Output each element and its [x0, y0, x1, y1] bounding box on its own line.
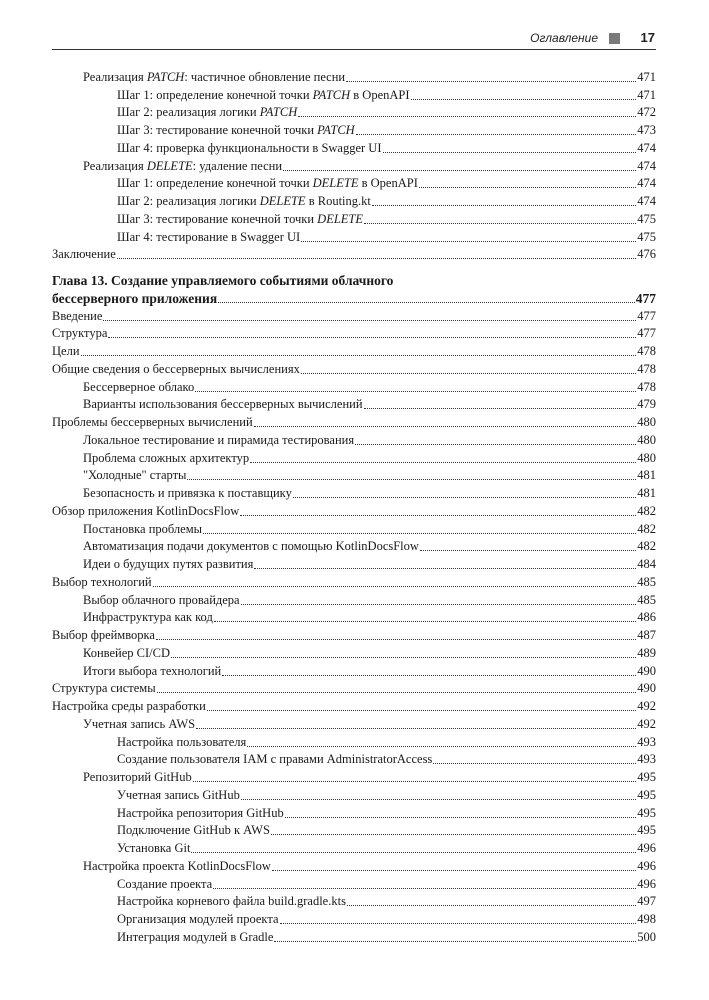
dot-leader	[193, 781, 637, 782]
toc-entry-title: Интеграция модулей в Gradle	[117, 929, 274, 944]
toc-entry-title: Бессерверное облако	[83, 379, 195, 394]
toc-entry-title: Установка Git	[117, 841, 191, 855]
toc-entry-title: Шаг 1: определение конечной точки DELETE в OpenAPI	[117, 176, 418, 191]
toc-entry	[52, 590, 656, 608]
toc-entry-title: Шаг 2: реализация логики DELETE в Routing.kt	[117, 194, 371, 208]
toc-entry-title: Обзор приложения KotlinDocsFlow	[52, 503, 240, 518]
toc-entry	[52, 359, 656, 377]
toc-entry	[52, 572, 656, 590]
toc-entry	[52, 661, 656, 679]
toc-entry	[52, 892, 656, 910]
toc-entry-page: 474	[637, 140, 656, 155]
toc-entry-title: Создание пользователя IAM с правами AdministratorAccess	[117, 752, 433, 767]
toc-entry	[52, 156, 656, 174]
toc-entry	[52, 103, 656, 121]
toc-entry-title: Варианты использования бессерверных вычислений	[83, 397, 363, 412]
dot-leader	[298, 116, 636, 117]
toc-entry-page: 472	[637, 105, 656, 120]
toc-entry-title: Реализация DELETE: удаление песни	[83, 158, 283, 173]
toc-entry-title: Выбор облачного провайдера	[83, 592, 240, 607]
toc-entry	[52, 209, 656, 227]
toc-entry-page: 475	[637, 229, 656, 244]
toc-entry	[52, 395, 656, 413]
toc-entry-page: 487	[637, 628, 656, 642]
dot-leader	[420, 550, 636, 551]
running-title: Оглавление	[530, 31, 598, 45]
toc-entry-page: 480	[637, 450, 656, 465]
toc-entry	[52, 448, 656, 466]
dot-leader	[157, 692, 637, 693]
dot-leader	[280, 923, 637, 924]
toc-entry-title: Выбор технологий	[52, 574, 152, 589]
dot-leader	[240, 515, 636, 516]
toc-entry	[52, 466, 656, 484]
dot-leader	[214, 621, 636, 622]
toc-entry	[52, 306, 656, 324]
toc-entry	[52, 785, 656, 803]
header-rule	[52, 49, 656, 50]
toc-entry	[52, 856, 656, 874]
dot-leader	[301, 241, 636, 242]
toc-entry-title: Шаг 4: тестирование в Swagger UI	[117, 229, 301, 244]
toc-entry	[52, 412, 656, 430]
dot-leader	[364, 408, 637, 409]
toc-entry	[52, 501, 656, 519]
toc-entry-page: 475	[637, 211, 656, 226]
toc-entry	[52, 227, 656, 245]
dot-leader	[274, 941, 636, 942]
dot-leader	[247, 746, 636, 747]
toc-entry-page: 480	[637, 415, 656, 429]
toc-entry	[52, 803, 656, 821]
toc-entry-title: "Холодные" старты	[83, 468, 187, 483]
toc-entry-page: 474	[637, 176, 656, 191]
toc-entry-title: Подключение GitHub к AWS	[117, 823, 270, 838]
dot-leader	[213, 888, 636, 889]
toc-entry-title: Инфраструктура как код	[83, 610, 213, 625]
toc-entry-page: 495	[637, 823, 656, 838]
toc-entry	[52, 750, 656, 768]
toc-entry-title: Структура	[52, 326, 108, 341]
table-of-contents	[52, 67, 656, 945]
dot-leader	[254, 426, 637, 427]
toc-entry-page: 492	[637, 716, 656, 731]
dot-leader	[254, 568, 636, 569]
toc-entry	[52, 625, 656, 643]
dot-leader	[372, 205, 636, 206]
toc-entry-page: 493	[637, 752, 656, 767]
toc-entry-title: Постановка проблемы	[83, 521, 203, 536]
toc-entry-page: 493	[637, 734, 656, 749]
dot-leader	[203, 533, 636, 534]
toc-entry-title: Структура системы	[52, 681, 156, 696]
toc-entry-page: 496	[637, 858, 656, 873]
toc-entry-page: 478	[637, 361, 656, 376]
dot-leader	[117, 258, 637, 259]
toc-entry	[52, 732, 656, 750]
toc-entry-page: 474	[637, 158, 656, 173]
dot-leader	[241, 604, 637, 605]
toc-entry	[52, 191, 656, 209]
toc-entry-title: Локальное тестирование и пирамида тестирования	[83, 432, 355, 447]
toc-entry-title: Настройка пользователя	[117, 734, 247, 749]
toc-entry-page: 486	[637, 610, 656, 625]
toc-entry-page: 485	[637, 574, 656, 589]
dot-leader	[347, 905, 636, 906]
dot-leader	[293, 497, 636, 498]
toc-entry-title: Проблемы бессерверных вычислений	[52, 415, 253, 429]
toc-entry-title: Организация модулей проекта	[117, 912, 279, 926]
dot-leader	[222, 675, 636, 676]
toc-entry-page: 497	[637, 894, 656, 909]
toc-entry-page: 471	[637, 87, 656, 102]
toc-entry-title: Настройка среды разработки	[52, 699, 206, 713]
toc-entry	[52, 174, 656, 192]
dot-leader	[364, 223, 636, 224]
chapter-entry	[52, 288, 656, 306]
dot-leader	[156, 639, 636, 640]
toc-entry-title: Учетная запись GitHub	[117, 787, 240, 802]
dot-leader	[218, 302, 635, 303]
toc-entry-page: 476	[637, 247, 656, 262]
dot-leader	[241, 799, 636, 800]
toc-entry-title: Настройка репозитория GitHub	[117, 805, 284, 820]
toc-entry-page: 482	[637, 503, 656, 518]
toc-entry-page: 482	[637, 521, 656, 536]
dot-leader	[81, 355, 637, 356]
toc-entry	[52, 714, 656, 732]
toc-entry-page: 490	[637, 681, 656, 696]
toc-entry	[52, 821, 656, 839]
toc-entry	[52, 430, 656, 448]
toc-entry-title: Заключение	[52, 247, 116, 262]
toc-entry-page: 479	[637, 397, 656, 412]
dot-leader	[271, 834, 636, 835]
toc-entry	[52, 483, 656, 501]
dot-leader	[272, 870, 636, 871]
toc-entry-title: Проблема сложных архитектур	[83, 450, 250, 465]
toc-entry	[52, 679, 656, 697]
toc-entry-page: 473	[637, 123, 656, 137]
toc-entry	[52, 120, 656, 138]
dot-leader	[187, 479, 636, 480]
toc-entry-page: 484	[637, 557, 656, 571]
toc-entry	[52, 537, 656, 555]
toc-entry	[52, 519, 656, 537]
toc-entry	[52, 767, 656, 785]
toc-entry-page: 496	[637, 876, 656, 891]
toc-entry-page: 477	[637, 308, 656, 323]
dot-leader	[301, 373, 636, 374]
toc-entry	[52, 696, 656, 714]
dot-leader	[191, 852, 636, 853]
toc-entry-page: 496	[637, 841, 656, 855]
dot-leader	[250, 462, 636, 463]
page-header	[52, 30, 656, 50]
toc-entry-page: 481	[637, 468, 656, 483]
toc-entry-page: 477	[635, 290, 656, 306]
dot-leader	[411, 99, 637, 100]
toc-entry-title: Репозиторий GitHub	[83, 770, 192, 784]
toc-entry-page: 500	[637, 929, 656, 944]
chapter-entry	[52, 270, 656, 288]
toc-entry	[52, 324, 656, 342]
toc-entry-title: Шаг 2: реализация логики PATCH	[117, 105, 298, 120]
toc-entry-page: 480	[637, 432, 656, 447]
toc-entry	[52, 909, 656, 927]
toc-entry-page: 492	[637, 699, 656, 713]
dot-leader	[285, 817, 637, 818]
toc-entry-title: Шаг 1: определение конечной точки PATCH в OpenAPI	[117, 87, 410, 102]
toc-entry	[52, 838, 656, 856]
toc-entry-page: 485	[637, 592, 656, 607]
toc-entry-title: Общие сведения о бессерверных вычислениях	[52, 361, 300, 376]
toc-entry-title: Идеи о будущих путях развития	[83, 557, 254, 571]
toc-entry-title: Автоматизация подачи документов с помощью KotlinDocsFlow	[83, 539, 419, 554]
toc-entry-title: Шаг 3: тестирование конечной точки PATCH	[117, 123, 355, 137]
toc-entry-title: Цели	[52, 344, 80, 358]
toc-entry-title: Шаг 4: проверка функциональности в Swagger UI	[117, 140, 382, 155]
toc-entry-page: 474	[637, 194, 656, 208]
dot-leader	[103, 320, 636, 321]
toc-entry-page: 490	[637, 663, 656, 678]
toc-entry-page: 498	[637, 912, 656, 926]
dot-leader	[195, 391, 636, 392]
dot-leader	[196, 728, 636, 729]
toc-entry-page: 478	[637, 379, 656, 394]
toc-entry-title: Шаг 3: тестирование конечной точки DELETE	[117, 211, 364, 226]
dot-leader	[153, 586, 637, 587]
toc-entry-page: 495	[637, 770, 656, 784]
toc-entry	[52, 643, 656, 661]
toc-entry-page: 481	[637, 486, 656, 500]
toc-entry-page: 489	[637, 645, 656, 660]
toc-entry-title: Введение	[52, 308, 103, 323]
dot-leader	[108, 337, 636, 338]
toc-entry-title: Итоги выбора технологий	[83, 663, 222, 678]
dot-leader	[207, 710, 636, 711]
toc-entry	[52, 138, 656, 156]
square-icon	[609, 33, 620, 44]
toc-entry-page: 482	[637, 539, 656, 554]
page-number: 17	[640, 30, 655, 45]
toc-entry-title: Безопасность и привязка к поставщику	[83, 486, 292, 500]
dot-leader	[346, 81, 636, 82]
toc-entry-page: 478	[637, 344, 656, 358]
toc-entry-title: бессерверного приложения	[52, 290, 218, 306]
toc-entry	[52, 874, 656, 892]
dot-leader	[419, 187, 636, 188]
toc-entry	[52, 554, 656, 572]
dot-leader	[356, 134, 637, 135]
toc-entry-page: 477	[637, 326, 656, 341]
toc-entry	[52, 341, 656, 359]
dot-leader	[283, 170, 636, 171]
toc-entry	[52, 85, 656, 103]
toc-entry-page: 471	[637, 69, 656, 84]
toc-entry	[52, 927, 656, 945]
toc-entry-title: Учетная запись AWS	[83, 716, 196, 731]
toc-entry	[52, 245, 656, 263]
toc-entry-title: Настройка корневого файла build.gradle.kts	[117, 894, 346, 909]
toc-entry-title: Настройка проекта KotlinDocsFlow	[83, 858, 271, 873]
toc-entry	[52, 377, 656, 395]
toc-entry	[52, 67, 656, 85]
dot-leader	[171, 657, 636, 658]
dot-leader	[433, 763, 636, 764]
toc-entry-title: Создание проекта	[117, 876, 213, 891]
toc-entry-title: Глава 13. Создание управляемого событиями облачного	[52, 273, 394, 288]
toc-entry-title: Конвейер CI/CD	[83, 645, 170, 660]
toc-entry	[52, 608, 656, 626]
toc-entry-title: Реализация PATCH: частичное обновление песни	[83, 69, 346, 84]
toc-entry-page: 495	[637, 787, 656, 802]
dot-leader	[355, 444, 636, 445]
toc-entry-page: 495	[637, 805, 656, 820]
toc-entry-title: Выбор фреймворка	[52, 628, 155, 642]
dot-leader	[383, 152, 637, 153]
